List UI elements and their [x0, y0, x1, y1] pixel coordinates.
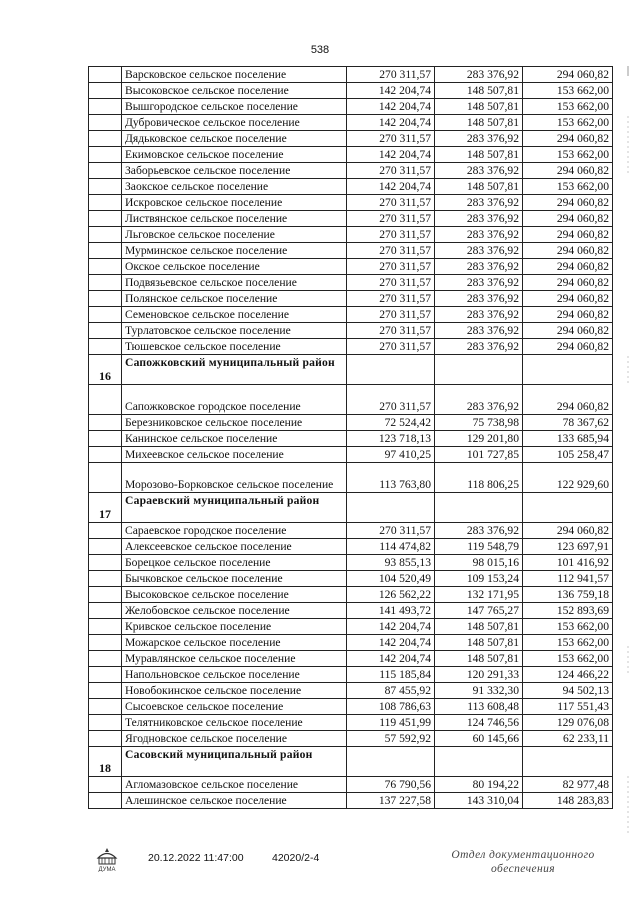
row-number-cell: [89, 115, 122, 131]
amount-2025-cell: 136 759,18: [523, 587, 613, 603]
amount-2024-cell: 283 376,92: [435, 307, 523, 323]
settlement-name-cell: Искровское сельское поселение: [122, 195, 347, 211]
table-row: [89, 275, 613, 291]
amount-2025-cell: 294 060,82: [523, 275, 613, 291]
amount-2025-cell: 294 060,82: [523, 523, 613, 539]
settlement-name-cell: Дубровичеcкое сельское поселение: [122, 115, 347, 131]
amount-2024-cell: 148 507,81: [435, 179, 523, 195]
table-row: [89, 291, 613, 307]
table-row: [89, 67, 613, 83]
amount-2023-cell: 270 311,57: [347, 259, 435, 275]
settlement-name-cell: Сысоевское сельское поселение: [122, 699, 347, 715]
amount-2025-cell: 294 060,82: [523, 339, 613, 355]
settlement-name-cell: Напольновское сельское поселение: [122, 667, 347, 683]
amount-2024-cell: 283 376,92: [435, 259, 523, 275]
table-row: [89, 587, 613, 603]
amount-2023-cell: 115 185,84: [347, 667, 435, 683]
table-row: [89, 339, 613, 355]
amount-2023-cell: 87 455,92: [347, 683, 435, 699]
row-number-cell: [89, 463, 122, 493]
amount-2024-cell: 148 507,81: [435, 83, 523, 99]
amount-2023-cell: 270 311,57: [347, 227, 435, 243]
row-number-cell: [89, 555, 122, 571]
settlement-name-cell: Телятниковское сельское поселение: [122, 715, 347, 731]
amount-2024-cell: 147 765,27: [435, 603, 523, 619]
row-number-cell: [89, 385, 122, 415]
district-name-cell: Сапожковский муниципальный район: [122, 355, 347, 385]
amount-2023-cell: 113 763,80: [347, 463, 435, 493]
amount-2023-cell: 270 311,57: [347, 291, 435, 307]
table-row: [89, 715, 613, 731]
amount-2023-cell: 142 204,74: [347, 99, 435, 115]
amount-2025-cell: 294 060,82: [523, 291, 613, 307]
amount-2024-cell: 148 507,81: [435, 99, 523, 115]
settlement-name-cell: Борецкое сельское поселение: [122, 555, 347, 571]
amount-2023-cell: 72 524,42: [347, 415, 435, 431]
table-row: [89, 683, 613, 699]
budget-table: [88, 66, 613, 809]
amount-2023-cell: 142 204,74: [347, 83, 435, 99]
amount-2023-cell: 93 855,13: [347, 555, 435, 571]
table-row: [89, 635, 613, 651]
settlement-name-cell: Тюшевское сельское поселение: [122, 339, 347, 355]
amount-2024-cell: [435, 493, 523, 523]
amount-2023-cell: 142 204,74: [347, 619, 435, 635]
table-row: [89, 523, 613, 539]
amount-2024-cell: 148 507,81: [435, 651, 523, 667]
district-name-cell: Сараевский муниципальный район: [122, 493, 347, 523]
amount-2025-cell: 153 662,00: [523, 651, 613, 667]
amount-2023-cell: 270 311,57: [347, 67, 435, 83]
amount-2024-cell: 148 507,81: [435, 619, 523, 635]
settlement-name-cell: Новобокинское сельское поселение: [122, 683, 347, 699]
row-number-cell: 18: [89, 747, 122, 777]
row-number-cell: [89, 259, 122, 275]
table-row: [89, 699, 613, 715]
margin-scan-marks: [622, 56, 634, 876]
row-number-cell: [89, 539, 122, 555]
row-number-cell: [89, 227, 122, 243]
row-number-cell: [89, 163, 122, 179]
settlement-name-cell: Турлатовское сельское поселение: [122, 323, 347, 339]
amount-2025-cell: [523, 355, 613, 385]
row-number-cell: [89, 699, 122, 715]
amount-2024-cell: 148 507,81: [435, 147, 523, 163]
row-number-cell: [89, 431, 122, 447]
table-row: [89, 415, 613, 431]
amount-2025-cell: 294 060,82: [523, 259, 613, 275]
amount-2025-cell: 153 662,00: [523, 99, 613, 115]
amount-2024-cell: 124 746,56: [435, 715, 523, 731]
amount-2024-cell: 148 507,81: [435, 635, 523, 651]
amount-2023-cell: 142 204,74: [347, 179, 435, 195]
stamp-line-2: обеспечения: [491, 863, 555, 875]
table-row: [89, 227, 613, 243]
amount-2025-cell: 294 060,82: [523, 323, 613, 339]
amount-2024-cell: 283 376,92: [435, 211, 523, 227]
settlement-name-cell: Вышгородское сельское поселение: [122, 99, 347, 115]
table-row: [89, 555, 613, 571]
table-body: [89, 67, 613, 809]
amount-2024-cell: 119 548,79: [435, 539, 523, 555]
amount-2025-cell: 153 662,00: [523, 635, 613, 651]
table-row: [89, 447, 613, 463]
settlement-name-cell: Варсковское сельское поселение: [122, 67, 347, 83]
amount-2023-cell: 104 520,49: [347, 571, 435, 587]
amount-2025-cell: 148 283,83: [523, 793, 613, 809]
amount-2023-cell: 142 204,74: [347, 635, 435, 651]
row-number-cell: [89, 195, 122, 211]
amount-2025-cell: 153 662,00: [523, 147, 613, 163]
amount-2025-cell: 294 060,82: [523, 67, 613, 83]
amount-2023-cell: 270 311,57: [347, 131, 435, 147]
row-number-cell: [89, 777, 122, 793]
row-number-cell: [89, 619, 122, 635]
amount-2025-cell: [523, 747, 613, 777]
row-number-cell: [89, 587, 122, 603]
amount-2025-cell: 105 258,47: [523, 447, 613, 463]
amount-2024-cell: 283 376,92: [435, 323, 523, 339]
row-number-cell: [89, 291, 122, 307]
settlement-name-cell: Михеевское сельское поселение: [122, 447, 347, 463]
table-row: [89, 619, 613, 635]
amount-2025-cell: 122 929,60: [523, 463, 613, 493]
amount-2023-cell: 126 562,22: [347, 587, 435, 603]
table-row: [89, 651, 613, 667]
amount-2025-cell: 294 060,82: [523, 385, 613, 415]
amount-2025-cell: 153 662,00: [523, 115, 613, 131]
amount-2023-cell: 123 718,13: [347, 431, 435, 447]
amount-2024-cell: 283 376,92: [435, 385, 523, 415]
amount-2024-cell: 75 738,98: [435, 415, 523, 431]
amount-2025-cell: 294 060,82: [523, 163, 613, 179]
table-row: [89, 667, 613, 683]
table-row: [89, 243, 613, 259]
row-number-cell: [89, 99, 122, 115]
amount-2024-cell: 283 376,92: [435, 163, 523, 179]
row-number-cell: [89, 793, 122, 809]
amount-2025-cell: 294 060,82: [523, 227, 613, 243]
amount-2024-cell: 148 507,81: [435, 115, 523, 131]
settlement-name-cell: Заборьевское сельское поселение: [122, 163, 347, 179]
row-number-cell: [89, 243, 122, 259]
amount-2023-cell: 119 451,99: [347, 715, 435, 731]
amount-2024-cell: 283 376,92: [435, 291, 523, 307]
amount-2023-cell: 108 786,63: [347, 699, 435, 715]
amount-2024-cell: 109 153,24: [435, 571, 523, 587]
amount-2024-cell: 283 376,92: [435, 67, 523, 83]
amount-2023-cell: 97 410,25: [347, 447, 435, 463]
amount-2025-cell: 124 466,22: [523, 667, 613, 683]
row-number-cell: [89, 415, 122, 431]
row-number-cell: [89, 83, 122, 99]
table-row: [89, 83, 613, 99]
stamp-line-1: Отдел документационного: [451, 849, 595, 861]
district-header-row: [89, 493, 613, 523]
amount-2023-cell: 142 204,74: [347, 147, 435, 163]
settlement-name-cell: Сараевское городское поселение: [122, 523, 347, 539]
amount-2023-cell: 270 311,57: [347, 243, 435, 259]
row-number-cell: [89, 667, 122, 683]
settlement-name-cell: Морозово-Борковское сельское поселение: [122, 463, 347, 493]
amount-2024-cell: 98 015,16: [435, 555, 523, 571]
settlement-name-cell: Ягодновское сельское поселение: [122, 731, 347, 747]
settlement-name-cell: Агломазовское сельское поселение: [122, 777, 347, 793]
settlement-name-cell: Екимовское сельское поселение: [122, 147, 347, 163]
table-row: [89, 131, 613, 147]
settlement-name-cell: Алешинское сельское поселение: [122, 793, 347, 809]
table-row: [89, 731, 613, 747]
table-row: [89, 385, 613, 415]
table-row: [89, 179, 613, 195]
amount-2025-cell: 117 551,43: [523, 699, 613, 715]
amount-2023-cell: 76 790,56: [347, 777, 435, 793]
amount-2024-cell: 283 376,92: [435, 275, 523, 291]
settlement-name-cell: Полянское сельское поселение: [122, 291, 347, 307]
row-number-cell: [89, 323, 122, 339]
table-row: [89, 793, 613, 809]
table-row: [89, 307, 613, 323]
row-number-cell: [89, 571, 122, 587]
amount-2025-cell: 129 076,08: [523, 715, 613, 731]
amount-2023-cell: 57 592,92: [347, 731, 435, 747]
table-row: [89, 603, 613, 619]
row-number-cell: [89, 211, 122, 227]
amount-2024-cell: 132 171,95: [435, 587, 523, 603]
settlement-name-cell: Бычковское сельское поселение: [122, 571, 347, 587]
amount-2024-cell: 80 194,22: [435, 777, 523, 793]
footer-timestamp: 20.12.2022 11:47:00: [148, 852, 244, 864]
amount-2023-cell: 270 311,57: [347, 323, 435, 339]
amount-2024-cell: 120 291,33: [435, 667, 523, 683]
amount-2025-cell: [523, 493, 613, 523]
amount-2025-cell: 123 697,91: [523, 539, 613, 555]
amount-2023-cell: 137 227,58: [347, 793, 435, 809]
row-number-cell: [89, 339, 122, 355]
amount-2025-cell: 101 416,92: [523, 555, 613, 571]
settlement-name-cell: Муравлянское сельское поселение: [122, 651, 347, 667]
amount-2025-cell: 153 662,00: [523, 83, 613, 99]
amount-2025-cell: 62 233,11: [523, 731, 613, 747]
row-number-cell: [89, 131, 122, 147]
amount-2025-cell: 82 977,48: [523, 777, 613, 793]
amount-2024-cell: 143 310,04: [435, 793, 523, 809]
settlement-name-cell: Высоковское сельское поселение: [122, 587, 347, 603]
amount-2024-cell: 283 376,92: [435, 523, 523, 539]
amount-2023-cell: [347, 747, 435, 777]
amount-2025-cell: 152 893,69: [523, 603, 613, 619]
table-row: [89, 195, 613, 211]
settlement-name-cell: Заокское сельское поселение: [122, 179, 347, 195]
amount-2025-cell: 133 685,94: [523, 431, 613, 447]
settlement-name-cell: Желобовское сельское поселение: [122, 603, 347, 619]
amount-2023-cell: 270 311,57: [347, 211, 435, 227]
settlement-name-cell: Высоковское сельское поселение: [122, 83, 347, 99]
amount-2024-cell: [435, 355, 523, 385]
amount-2023-cell: 270 311,57: [347, 307, 435, 323]
table-row: [89, 147, 613, 163]
row-number-cell: [89, 447, 122, 463]
table-row: [89, 163, 613, 179]
amount-2025-cell: 294 060,82: [523, 243, 613, 259]
amount-2023-cell: 270 311,57: [347, 523, 435, 539]
amount-2025-cell: 294 060,82: [523, 211, 613, 227]
amount-2024-cell: 60 145,66: [435, 731, 523, 747]
settlement-name-cell: Дядьковское сельское поселение: [122, 131, 347, 147]
footer-doc-number: 42020/2-4: [272, 852, 320, 864]
row-number-cell: [89, 275, 122, 291]
amount-2024-cell: 283 376,92: [435, 243, 523, 259]
amount-2025-cell: 94 502,13: [523, 683, 613, 699]
amount-2023-cell: [347, 355, 435, 385]
table-row: [89, 571, 613, 587]
settlement-name-cell: Подвязьевское сельское поселение: [122, 275, 347, 291]
row-number-cell: [89, 651, 122, 667]
settlement-name-cell: Березниковское сельское поселение: [122, 415, 347, 431]
amount-2024-cell: 283 376,92: [435, 227, 523, 243]
amount-2023-cell: 142 204,74: [347, 115, 435, 131]
settlement-name-cell: Можарское сельское поселение: [122, 635, 347, 651]
row-number-cell: [89, 603, 122, 619]
amount-2024-cell: 118 806,25: [435, 463, 523, 493]
amount-2024-cell: 283 376,92: [435, 195, 523, 211]
table-row: [89, 463, 613, 493]
settlement-name-cell: Алексеевское сельское поселение: [122, 539, 347, 555]
amount-2024-cell: 283 376,92: [435, 339, 523, 355]
settlement-name-cell: Льговское сельское поселение: [122, 227, 347, 243]
row-number-cell: [89, 67, 122, 83]
settlement-name-cell: Мурминское сельское поселение: [122, 243, 347, 259]
amount-2024-cell: 129 201,80: [435, 431, 523, 447]
amount-2023-cell: 270 311,57: [347, 195, 435, 211]
svg-text:ДУМА: ДУМА: [98, 867, 116, 872]
district-header-row: [89, 355, 613, 385]
row-number-cell: [89, 635, 122, 651]
amount-2023-cell: 270 311,57: [347, 163, 435, 179]
row-number-cell: 16: [89, 355, 122, 385]
amount-2025-cell: 294 060,82: [523, 195, 613, 211]
row-number-cell: [89, 179, 122, 195]
table-row: [89, 777, 613, 793]
table-row: [89, 115, 613, 131]
settlement-name-cell: Семеновское сельское поселение: [122, 307, 347, 323]
table-row: [89, 259, 613, 275]
amount-2023-cell: 142 204,74: [347, 651, 435, 667]
district-name-cell: Сасовский муниципальный район: [122, 747, 347, 777]
settlement-name-cell: Канинское сельское поселение: [122, 431, 347, 447]
amount-2023-cell: 270 311,57: [347, 275, 435, 291]
row-number-cell: [89, 715, 122, 731]
amount-2024-cell: 101 727,85: [435, 447, 523, 463]
table-row: [89, 539, 613, 555]
amount-2023-cell: [347, 493, 435, 523]
amount-2024-cell: [435, 747, 523, 777]
amount-2025-cell: 78 367,62: [523, 415, 613, 431]
amount-2024-cell: 283 376,92: [435, 131, 523, 147]
row-number-cell: [89, 731, 122, 747]
amount-2023-cell: 114 474,82: [347, 539, 435, 555]
amount-2024-cell: 113 608,48: [435, 699, 523, 715]
row-number-cell: [89, 307, 122, 323]
page-number: 538: [310, 44, 330, 56]
table-row: [89, 211, 613, 227]
amount-2023-cell: 141 493,72: [347, 603, 435, 619]
amount-2025-cell: 112 941,57: [523, 571, 613, 587]
duma-logo: [92, 846, 122, 872]
row-number-cell: [89, 147, 122, 163]
settlement-name-cell: Сапожковское городское поселение: [122, 385, 347, 415]
row-number-cell: [89, 523, 122, 539]
department-stamp: [448, 848, 598, 876]
amount-2023-cell: 270 311,57: [347, 339, 435, 355]
settlement-name-cell: Листвянское сельское поселение: [122, 211, 347, 227]
amount-2025-cell: 153 662,00: [523, 619, 613, 635]
settlement-name-cell: Кривское сельское поселение: [122, 619, 347, 635]
row-number-cell: 17: [89, 493, 122, 523]
amount-2025-cell: 153 662,00: [523, 179, 613, 195]
settlement-name-cell: Окское сельское поселение: [122, 259, 347, 275]
amount-2025-cell: 294 060,82: [523, 131, 613, 147]
amount-2024-cell: 91 332,30: [435, 683, 523, 699]
amount-2023-cell: 270 311,57: [347, 385, 435, 415]
table-row: [89, 431, 613, 447]
amount-2025-cell: 294 060,82: [523, 307, 613, 323]
table-row: [89, 323, 613, 339]
district-header-row: [89, 747, 613, 777]
table-row: [89, 99, 613, 115]
row-number-cell: [89, 683, 122, 699]
